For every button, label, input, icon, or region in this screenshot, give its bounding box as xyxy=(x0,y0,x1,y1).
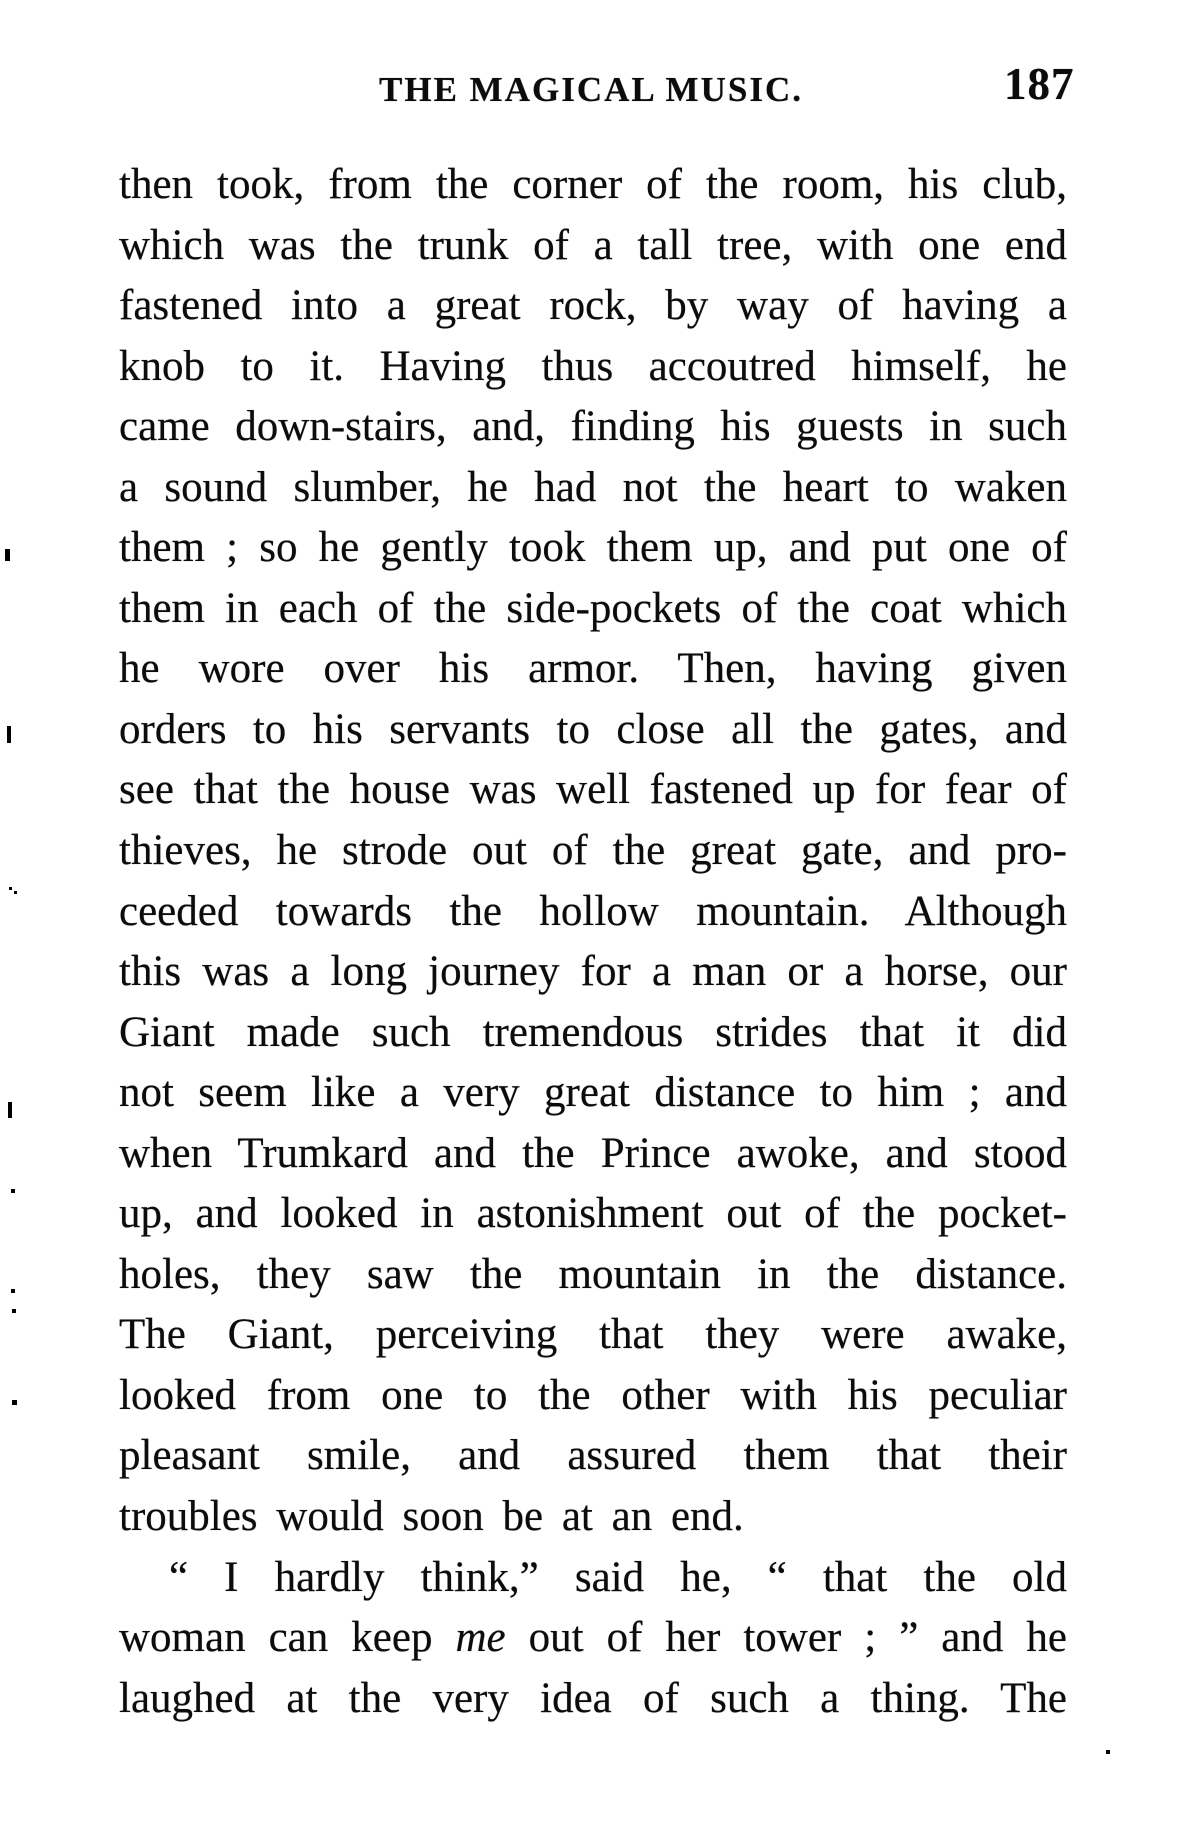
text-segment: woman can keep xyxy=(119,1614,456,1662)
text-line: them in each of the side-pockets of the coat which xyxy=(119,584,1067,632)
text-line: them ; so he gently took them up, and put one of xyxy=(119,524,1067,572)
text-line: pleasant smile, and assured them that their xyxy=(119,1432,1067,1480)
paragraph-end-line: troubles would soon be at an end. xyxy=(119,1493,744,1541)
text-line: a sound slumber, he had not the heart to waken xyxy=(119,463,1067,511)
scan-artifact xyxy=(12,1309,16,1313)
italic-word: me xyxy=(455,1614,506,1662)
text-line: laughed at the very idea of such a thing. The xyxy=(119,1674,1067,1722)
scan-artifact xyxy=(9,887,12,890)
page-number: 187 xyxy=(1004,59,1075,109)
text-line: up, and looked in astonishment out of the pocket- xyxy=(119,1190,1067,1238)
text-line: this was a long journey for a man or a horse, our xyxy=(119,948,1067,996)
text-line: ceeded towards the hollow mountain. Although xyxy=(119,887,1067,935)
scan-artifact xyxy=(11,1289,15,1293)
text-line xyxy=(119,1608,1067,1669)
text-line: not seem like a very great distance to him ; and xyxy=(119,1069,1067,1117)
text-line: which was the trunk of a tall tree, with one end xyxy=(119,221,1067,269)
text-line: holes, they saw the mountain in the distance. xyxy=(119,1250,1067,1298)
text-line: then took, from the corner of the room, his club, xyxy=(119,161,1067,208)
text-line: when Trumkard and the Prince awoke, and stood xyxy=(119,1129,1067,1177)
page-body xyxy=(119,155,1067,1729)
text-segment: out of her tower ; ” and he xyxy=(505,1614,1067,1662)
text-line: “ I hardly think,” said he, “ that the old xyxy=(169,1553,1067,1601)
scan-artifact xyxy=(7,726,11,743)
scan-artifact xyxy=(12,1400,17,1405)
text-line: orders to his servants to close all the gates, and xyxy=(119,705,1067,753)
text-line: thieves, he strode out of the great gate, and pro- xyxy=(119,827,1067,875)
text-line: looked from one to the other with his peculiar xyxy=(119,1371,1067,1419)
text-line: The Giant, perceiving that they were awake, xyxy=(119,1311,1067,1359)
scan-artifact xyxy=(1106,1750,1110,1754)
scan-artifact xyxy=(5,549,10,561)
scan-artifact xyxy=(11,1189,15,1193)
scan-artifact xyxy=(14,891,17,894)
text-line: fastened into a great rock, by way of having a xyxy=(119,282,1067,330)
text-line: knob to it. Having thus accoutred himself, he xyxy=(119,342,1067,390)
text-line: he wore over his armor. Then, having given xyxy=(119,645,1067,693)
text-line: see that the house was well fastened up for fear of xyxy=(119,766,1067,814)
scan-artifact xyxy=(8,1102,12,1118)
running-title: THE MAGICAL MUSIC. xyxy=(379,70,803,109)
text-line: Giant made such tremendous strides that it did xyxy=(119,1008,1067,1056)
text-line: came down-stairs, and, finding his guests in such xyxy=(119,403,1067,451)
